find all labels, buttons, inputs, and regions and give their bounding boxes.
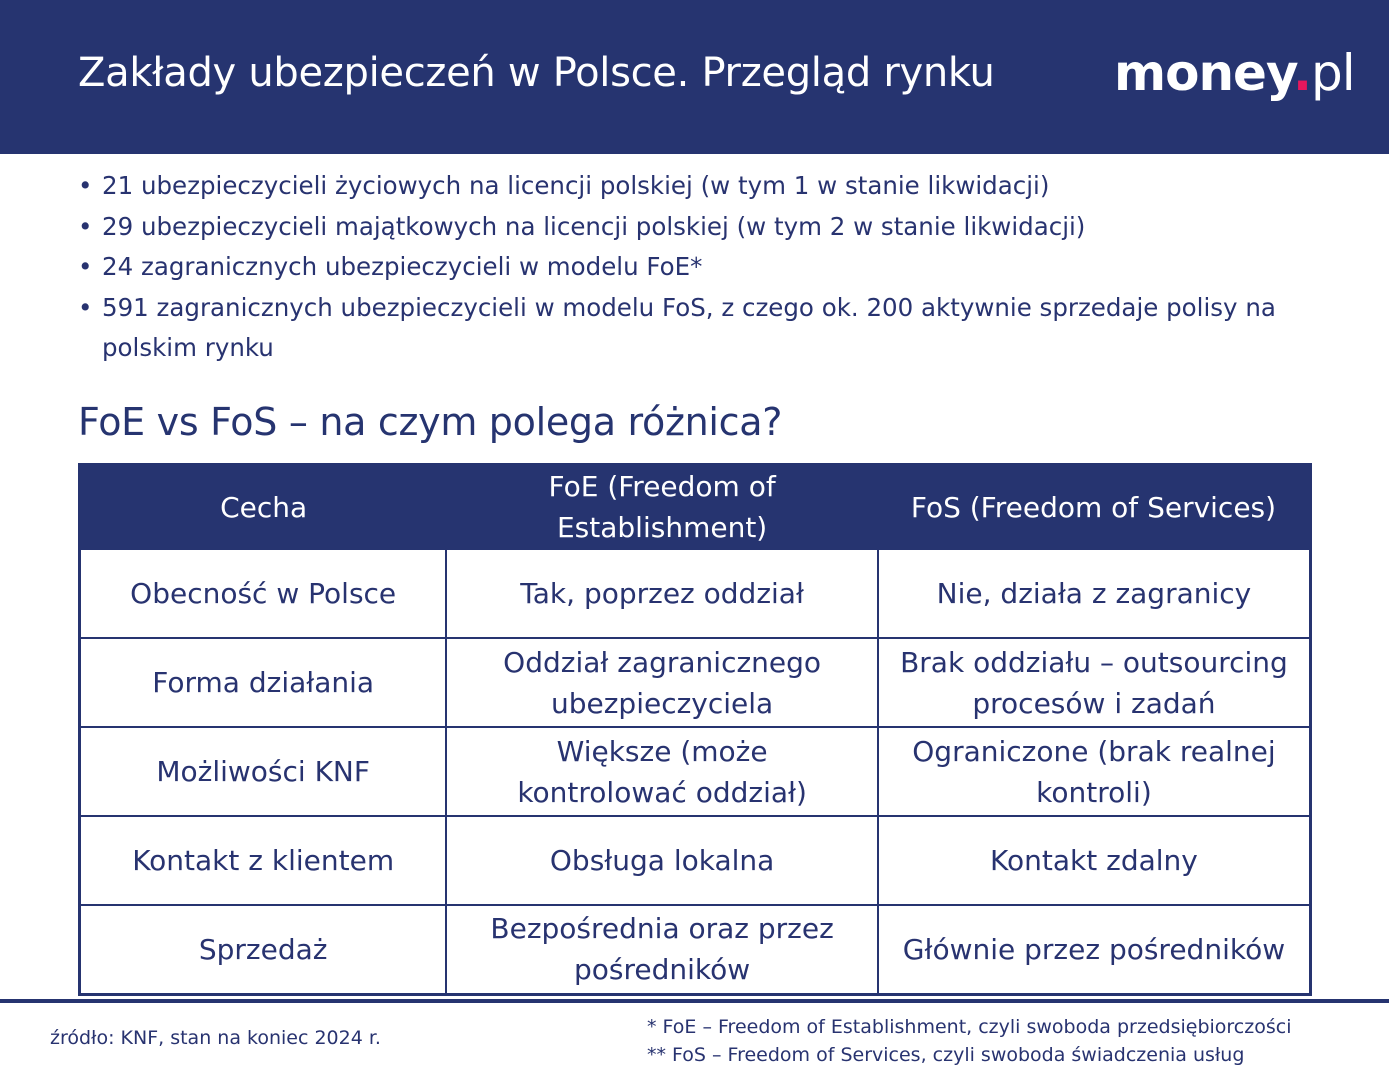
table-cell: Głównie przez pośredników [878, 905, 1311, 994]
table-cell: Brak oddziału – outsourcing procesów i zadań [878, 638, 1311, 727]
header-cell-feature: Cecha [80, 465, 447, 550]
table-cell: Tak, poprzez oddział [446, 549, 878, 638]
source-note: źródło: KNF, stan na koniec 2024 r. [50, 1027, 381, 1049]
table-cell: Kontakt zdalny [878, 816, 1311, 905]
header-banner [0, 0, 1389, 154]
table-cell: Nie, działa z zagranicy [878, 549, 1311, 638]
table-row [80, 905, 1311, 994]
table-row [80, 816, 1311, 905]
footer-divider [0, 999, 1389, 1003]
table-cell: Forma działania [80, 638, 447, 727]
table-cell: Większe (może kontrolować oddział) [446, 727, 878, 816]
table-header-row [80, 465, 1311, 550]
footnote: * FoE – Freedom of Establishment, czyli swoboda przedsiębiorczości [647, 1016, 1292, 1038]
comparison-table [78, 463, 1312, 996]
table-row [80, 727, 1311, 816]
table-cell: Kontakt z klientem [80, 816, 447, 905]
list-item: • 21 ubezpieczycieli życiowych na licencji polskiej (w tym 1 w stanie likwidacji) [78, 166, 1318, 207]
market-summary-list [78, 166, 1318, 369]
header-cell-foe: FoE (Freedom of Establishment) [446, 465, 878, 550]
table-cell: Obsługa lokalna [446, 816, 878, 905]
list-item: • 29 ubezpieczycieli majątkowych na licencji polskiej (w tym 2 w stanie likwidacji) [78, 207, 1318, 248]
table-cell: Ograniczone (brak realnej kontroli) [878, 727, 1311, 816]
footnote: ** FoS – Freedom of Services, czyli swoboda świadczenia usług [647, 1044, 1245, 1066]
section-heading: FoE vs FoS – na czym polega różnica? [78, 400, 783, 444]
list-item: • 591 zagranicznych ubezpieczycieli w modelu FoS, z czego ok. 200 aktywnie sprzedaje polisy na polskim rynku [78, 288, 1318, 369]
page-title: Zakłady ubezpieczeń w Polsce. Przegląd rynku [78, 50, 995, 96]
table-cell: Możliwości KNF [80, 727, 447, 816]
table-cell: Bezpośrednia oraz przez pośredników [446, 905, 878, 994]
table-row [80, 638, 1311, 727]
footnotes [647, 1013, 1291, 1069]
list-item: • 24 zagranicznych ubezpieczycieli w modelu FoE* [78, 247, 1318, 288]
table-row [80, 549, 1311, 638]
table-cell: Sprzedaż [80, 905, 447, 994]
money-pl-logo[interactable]: money.pl [1114, 44, 1355, 102]
table-cell: Obecność w Polsce [80, 549, 447, 638]
table-cell: Oddział zagranicznego ubezpieczyciela [446, 638, 878, 727]
header-cell-fos: FoS (Freedom of Services) [878, 465, 1311, 550]
